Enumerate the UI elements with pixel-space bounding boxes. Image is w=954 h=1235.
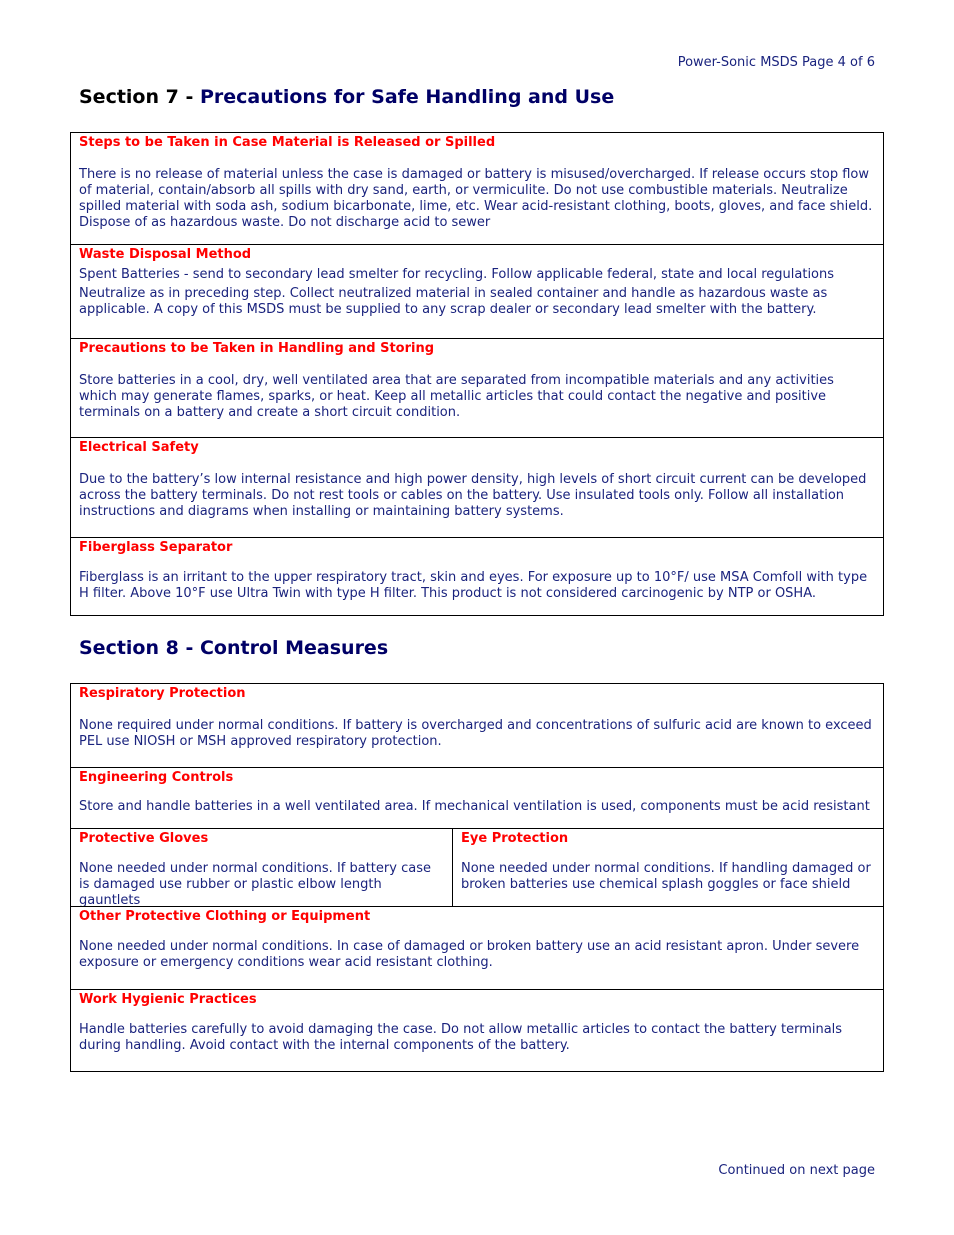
fiberglass-text: Fiberglass is an irritant to the upper respiratory tract, skin and eyes. For exposure up to 10°F/ use MSA Comfoll with type H filter. Above 10°F use Ultra Twin with type H filter. This product is not considered carcinogenic by NTP or OSHA. [79,570,868,601]
clothing-label: Other Protective Clothing or Equipment [79,909,371,924]
section-7-table [70,132,884,616]
clothing-text: None needed under normal conditions. In case of damaged or broken battery use an acid resistant apron. Under severe exposure or emergency conditions wear acid resistant clothing. [79,939,860,970]
waste-disposal-text: Neutralize as in preceding step. Collect neutralized material in sealed container and handle as hazardous waste as applicable. A copy of this MSDS must be supplied to any scrap dealer or secondary lead smelter with the battery. [79,286,828,317]
gloves-block [71,829,453,906]
handling-storing-label: Precautions to be Taken in Handling and Storing [79,341,435,356]
handling-storing-block [71,338,883,437]
eye-label: Eye Protection [461,831,569,846]
spill-label: Steps to be Taken in Case Material is Released or Spilled [79,135,496,150]
gloves-label: Protective Gloves [79,831,209,846]
hygiene-block [71,989,883,1071]
continued-footer: Continued on next page [718,1163,875,1178]
fiberglass-label: Fiberglass Separator [79,540,233,555]
clothing-block [71,906,883,989]
respiratory-block [71,684,883,767]
eye-block [453,829,883,906]
section-7-heading: Precautions for Safe Handling and Use [199,86,615,108]
section-7-title [79,86,614,108]
spill-text: There is no release of material unless the case is damaged or battery is misused/overcharged. If release occurs stop flow of material, contain/absorb all spills with dry sand, earth, or vermiculite. Do not use combustible materials. Neutralize spilled material with soda ash, sodium bicarbonate, lime, etc. Wear acid-resistant clothing, boots, gloves, and face shield. Dispose of as hazardous waste. Do not discharge acid to sewer [79,167,873,230]
respiratory-text: None required under normal conditions. If battery is overcharged and concentrations of sulfuric acid are known to exceed PEL use NIOSH or MSH approved respiratory protection. [79,718,872,749]
page-header: Power-Sonic MSDS Page 4 of 6 [677,55,875,70]
engineering-text: Store and handle batteries in a well ventilated area. If mechanical ventilation is used, components must be acid resistant [79,799,870,814]
respiratory-label: Respiratory Protection [79,686,246,701]
fiberglass-block [71,537,883,615]
eye-text: None needed under normal conditions. If handling damaged or broken batteries use chemical splash goggles or face shield [461,861,871,892]
hygiene-label: Work Hygienic Practices [79,992,257,1007]
section-7-prefix: Section 7 - [79,86,200,108]
waste-disposal-label: Waste Disposal Method [79,247,252,262]
waste-disposal-line1: Spent Batteries - send to secondary lead smelter for recycling. Follow applicable federal, state and local regulations [79,267,835,282]
electrical-safety-block [71,437,883,537]
engineering-label: Engineering Controls [79,770,234,785]
section-8-table [70,683,884,1072]
waste-disposal-block [71,244,883,338]
hygiene-text: Handle batteries carefully to avoid damaging the case. Do not allow metallic articles to contact the battery terminals during handling. Avoid contact with the internal components of the battery. [79,1022,843,1053]
electrical-safety-text: Due to the battery’s low internal resistance and high power density, high levels of short circuit current can be developed across the battery terminals. Do not rest tools or cables on the battery. Use insulated tools only. Follow all installation instructions and diagrams when installing or maintaining battery systems. [79,472,867,519]
section-8-title: Section 8 - Control Measures [79,637,389,659]
engineering-block [71,767,883,828]
spill-block [71,133,883,244]
gloves-text: None needed under normal conditions. If battery case is damaged use rubber or plastic elbow length gauntlets [79,861,431,908]
gloves-eye-row [71,828,883,906]
handling-storing-text: Store batteries in a cool, dry, well ventilated area that are separated from incompatible materials and any activities which may generate flames, sparks, or heat. Keep all metallic articles that could contact the negative and positive terminals on a battery and create a short circuit condition. [79,373,834,420]
electrical-safety-label: Electrical Safety [79,440,199,455]
